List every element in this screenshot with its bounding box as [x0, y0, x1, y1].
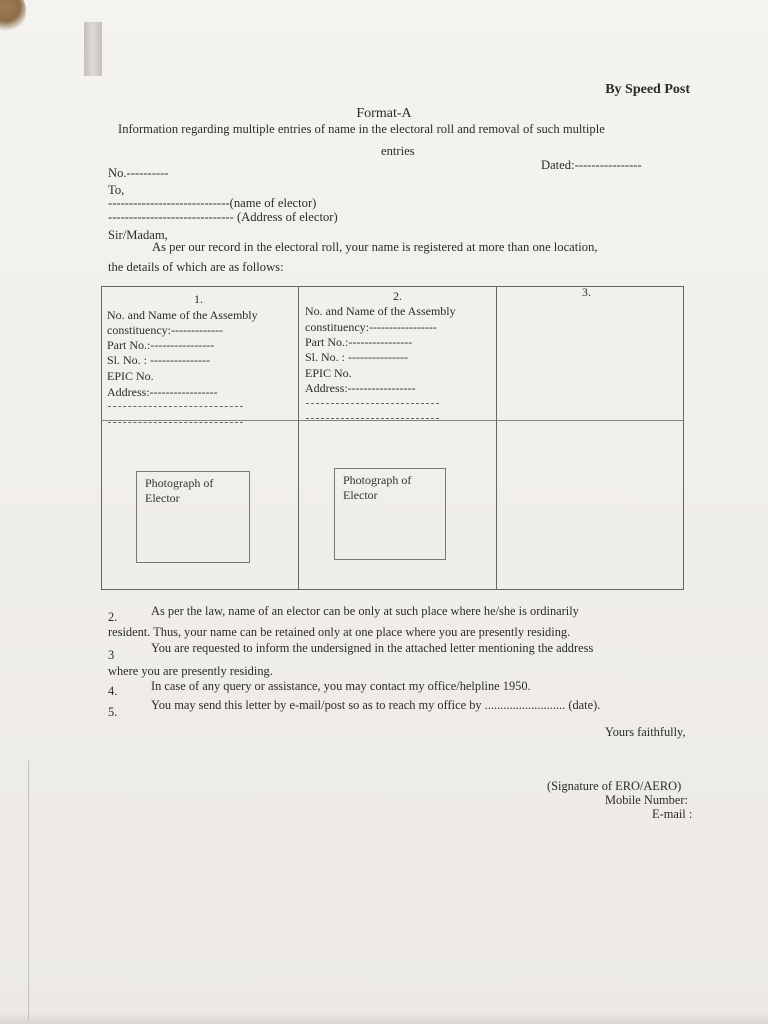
intro-line-2: the details of which are as follows: [108, 260, 284, 274]
salutation: Sir/Madam, [108, 228, 168, 242]
format-title: Format-A [356, 106, 412, 121]
column-2-sl-no: Sl. No. : --------------- [305, 350, 408, 364]
table-column-number-1: 1. [194, 292, 203, 306]
email-label: E-mail : [652, 807, 693, 821]
column-2-assembly-line-2: constituency:----------------- [305, 320, 437, 334]
column-1-address: Address:----------------- [107, 385, 218, 399]
column-1-photo-box [136, 471, 250, 563]
paragraph-5-number: 5. [108, 705, 118, 719]
paper-bottom-shadow [0, 1012, 768, 1024]
mobile-number-label: Mobile Number: [605, 793, 688, 807]
document-subtitle-line-1: Information regarding multiple entries of name in the electoral roll and removal of such multiple [118, 122, 605, 136]
to-label: To, [108, 183, 125, 197]
column-1-assembly-line-2: constituency:------------- [107, 323, 223, 337]
elector-name-line: -----------------------------(name of elector) [108, 196, 317, 210]
column-2-address-line-2 [306, 418, 439, 419]
dated-label: Dated:---------------- [541, 158, 642, 172]
column-1-epic-no: EPIC No. [107, 369, 154, 383]
table-left-border [101, 286, 102, 590]
paragraph-2-line-1: As per the law, name of an elector can be only at such place where he/she is ordinarily [151, 604, 579, 618]
document-subtitle-line-2: entries [381, 144, 415, 158]
binding-mark [84, 22, 102, 76]
signature-label: (Signature of ERO/AERO) [547, 779, 682, 793]
paragraph-5-line-1: You may send this letter by e-mail/post so as to reach my office by .......................... (date). [151, 698, 601, 712]
table-column-number-2: 2. [393, 289, 402, 303]
yours-faithfully: Yours faithfully, [605, 725, 686, 739]
column-1-assembly-line-1: No. and Name of the Assembly [107, 308, 258, 322]
elector-address-line: ------------------------------ (Address of elector) [108, 210, 338, 224]
table-column-divider-1 [298, 286, 299, 590]
paragraph-3-number: 3 [108, 648, 115, 662]
corner-stain [0, 0, 26, 32]
column-2-epic-no: EPIC No. [305, 366, 352, 380]
column-2-address-line-1 [306, 403, 439, 404]
column-2-part-no: Part No.:---------------- [305, 335, 413, 349]
column-1-address-line-1 [108, 406, 243, 407]
paragraph-4-line-1: In case of any query or assistance, you may contact my office/helpline 1950. [151, 679, 531, 693]
column-1-sl-no: Sl. No. : --------------- [107, 353, 210, 367]
paragraph-3-line-2: where you are presently residing. [108, 664, 273, 678]
column-1-photo-label: Photograph of Elector [145, 476, 214, 505]
table-column-number-3: 3. [582, 285, 591, 299]
paper-fold-line [28, 760, 29, 1020]
paragraph-3-line-1: You are requested to inform the undersigned in the attached letter mentioning the address [151, 641, 594, 655]
column-1-part-no: Part No.:---------------- [107, 338, 215, 352]
column-2-assembly-line-1: No. and Name of the Assembly [305, 304, 456, 318]
table-column-divider-2 [496, 286, 497, 590]
table-right-border [683, 286, 684, 590]
by-speed-post-heading: By Speed Post [605, 82, 690, 97]
paragraph-2-number: 2. [108, 610, 118, 624]
column-2-photo-label: Photograph of Elector [343, 473, 412, 502]
no-label: No.---------- [108, 166, 169, 180]
paragraph-2-line-2: resident. Thus, your name can be retained only at one place where you are presently residing. [108, 625, 571, 639]
column-1-address-line-2 [108, 422, 243, 423]
intro-line-1: As per our record in the electoral roll, your name is registered at more than one location, [152, 240, 598, 254]
column-2-photo-box [334, 468, 446, 560]
table-row-divider [101, 420, 684, 421]
column-2-address: Address:----------------- [305, 381, 416, 395]
paragraph-4-number: 4. [108, 684, 118, 698]
